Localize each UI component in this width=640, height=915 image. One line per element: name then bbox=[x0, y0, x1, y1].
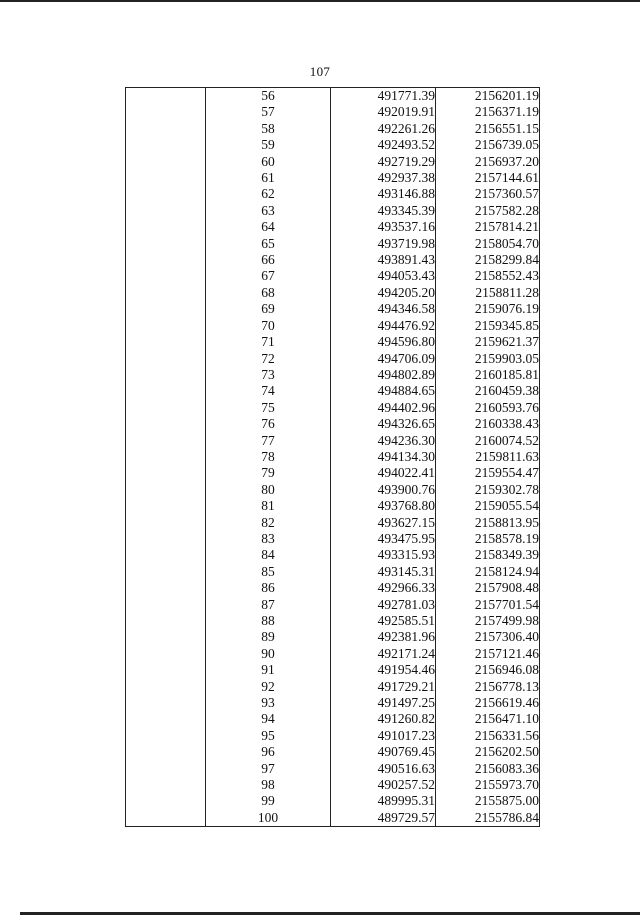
northing-cell: 2155973.70 bbox=[436, 777, 540, 793]
point-number-cell: 63 bbox=[206, 203, 331, 219]
northing-cell: 2157701.54 bbox=[436, 597, 540, 613]
blank-cell bbox=[126, 482, 206, 498]
easting-cell: 494205.20 bbox=[331, 285, 436, 301]
northing-cell: 2160185.81 bbox=[436, 367, 540, 383]
table-row bbox=[126, 761, 540, 777]
point-number-cell: 59 bbox=[206, 137, 331, 153]
northing-cell: 2157499.98 bbox=[436, 613, 540, 629]
table-row bbox=[126, 580, 540, 596]
point-number-cell: 62 bbox=[206, 186, 331, 202]
northing-cell: 2157360.57 bbox=[436, 186, 540, 202]
point-number-cell: 85 bbox=[206, 564, 331, 580]
blank-cell bbox=[126, 121, 206, 137]
point-number-cell: 60 bbox=[206, 154, 331, 170]
blank-cell bbox=[126, 236, 206, 252]
blank-cell bbox=[126, 186, 206, 202]
blank-cell bbox=[126, 400, 206, 416]
easting-cell: 494326.65 bbox=[331, 416, 436, 432]
northing-cell: 2156619.46 bbox=[436, 695, 540, 711]
easting-cell: 493891.43 bbox=[331, 252, 436, 268]
northing-cell: 2160593.76 bbox=[436, 400, 540, 416]
point-number-cell: 57 bbox=[206, 104, 331, 120]
coordinate-table-body bbox=[126, 88, 540, 827]
blank-cell bbox=[126, 777, 206, 793]
northing-cell: 2159903.05 bbox=[436, 351, 540, 367]
point-number-cell: 99 bbox=[206, 793, 331, 809]
blank-cell bbox=[126, 383, 206, 399]
northing-cell: 2158124.94 bbox=[436, 564, 540, 580]
northing-cell: 2156083.36 bbox=[436, 761, 540, 777]
table-row bbox=[126, 334, 540, 350]
easting-cell: 490257.52 bbox=[331, 777, 436, 793]
point-number-cell: 89 bbox=[206, 629, 331, 645]
easting-cell: 491260.82 bbox=[331, 711, 436, 727]
table-row bbox=[126, 104, 540, 120]
point-number-cell: 66 bbox=[206, 252, 331, 268]
blank-cell bbox=[126, 629, 206, 645]
northing-cell: 2158813.95 bbox=[436, 515, 540, 531]
table-row bbox=[126, 793, 540, 809]
blank-cell bbox=[126, 515, 206, 531]
table-row bbox=[126, 695, 540, 711]
point-number-cell: 67 bbox=[206, 268, 331, 284]
table-row bbox=[126, 482, 540, 498]
table-row bbox=[126, 252, 540, 268]
blank-cell bbox=[126, 170, 206, 186]
easting-cell: 492719.29 bbox=[331, 154, 436, 170]
table-row bbox=[126, 121, 540, 137]
point-number-cell: 80 bbox=[206, 482, 331, 498]
point-number-cell: 86 bbox=[206, 580, 331, 596]
northing-cell: 2156201.19 bbox=[436, 88, 540, 105]
blank-cell bbox=[126, 564, 206, 580]
blank-cell bbox=[126, 695, 206, 711]
table-row bbox=[126, 465, 540, 481]
table-row bbox=[126, 564, 540, 580]
northing-cell: 2159621.37 bbox=[436, 334, 540, 350]
easting-cell: 493768.80 bbox=[331, 498, 436, 514]
northing-cell: 2158552.43 bbox=[436, 268, 540, 284]
point-number-cell: 91 bbox=[206, 662, 331, 678]
northing-cell: 2157144.61 bbox=[436, 170, 540, 186]
blank-cell bbox=[126, 416, 206, 432]
point-number-cell: 98 bbox=[206, 777, 331, 793]
blank-cell bbox=[126, 318, 206, 334]
table-row bbox=[126, 629, 540, 645]
easting-cell: 493627.15 bbox=[331, 515, 436, 531]
easting-cell: 494022.41 bbox=[331, 465, 436, 481]
table-row bbox=[126, 728, 540, 744]
easting-cell: 491497.25 bbox=[331, 695, 436, 711]
northing-cell: 2159345.85 bbox=[436, 318, 540, 334]
blank-cell bbox=[126, 351, 206, 367]
northing-cell: 2157121.46 bbox=[436, 646, 540, 662]
northing-cell: 2158349.39 bbox=[436, 547, 540, 563]
point-number-cell: 76 bbox=[206, 416, 331, 432]
easting-cell: 494706.09 bbox=[331, 351, 436, 367]
northing-cell: 2160074.52 bbox=[436, 433, 540, 449]
blank-cell bbox=[126, 810, 206, 827]
point-number-cell: 56 bbox=[206, 88, 331, 105]
easting-cell: 492585.51 bbox=[331, 613, 436, 629]
point-number-cell: 82 bbox=[206, 515, 331, 531]
northing-cell: 2156778.13 bbox=[436, 679, 540, 695]
northing-cell: 2159076.19 bbox=[436, 301, 540, 317]
northing-cell: 2159302.78 bbox=[436, 482, 540, 498]
easting-cell: 494476.92 bbox=[331, 318, 436, 334]
point-number-cell: 77 bbox=[206, 433, 331, 449]
northing-cell: 2156371.19 bbox=[436, 104, 540, 120]
table-row bbox=[126, 646, 540, 662]
table-row bbox=[126, 88, 540, 105]
northing-cell: 2157306.40 bbox=[436, 629, 540, 645]
point-number-cell: 58 bbox=[206, 121, 331, 137]
table-row bbox=[126, 268, 540, 284]
easting-cell: 490769.45 bbox=[331, 744, 436, 760]
northing-cell: 2156551.15 bbox=[436, 121, 540, 137]
northing-cell: 2159811.63 bbox=[436, 449, 540, 465]
table-row bbox=[126, 613, 540, 629]
table-row bbox=[126, 449, 540, 465]
blank-cell bbox=[126, 285, 206, 301]
northing-cell: 2159055.54 bbox=[436, 498, 540, 514]
point-number-cell: 100 bbox=[206, 810, 331, 827]
blank-cell bbox=[126, 662, 206, 678]
table-row bbox=[126, 515, 540, 531]
blank-cell bbox=[126, 449, 206, 465]
blank-cell bbox=[126, 547, 206, 563]
northing-cell: 2155786.84 bbox=[436, 810, 540, 827]
point-number-cell: 83 bbox=[206, 531, 331, 547]
northing-cell: 2158578.19 bbox=[436, 531, 540, 547]
table-row bbox=[126, 367, 540, 383]
point-number-cell: 71 bbox=[206, 334, 331, 350]
table-row bbox=[126, 154, 540, 170]
table-row bbox=[126, 301, 540, 317]
table-row bbox=[126, 679, 540, 695]
table-row bbox=[126, 351, 540, 367]
easting-cell: 493345.39 bbox=[331, 203, 436, 219]
northing-cell: 2160459.38 bbox=[436, 383, 540, 399]
easting-cell: 489729.57 bbox=[331, 810, 436, 827]
blank-cell bbox=[126, 597, 206, 613]
northing-cell: 2157582.28 bbox=[436, 203, 540, 219]
northing-cell: 2156471.10 bbox=[436, 711, 540, 727]
blank-cell bbox=[126, 531, 206, 547]
northing-cell: 2158054.70 bbox=[436, 236, 540, 252]
table-row bbox=[126, 219, 540, 235]
point-number-cell: 68 bbox=[206, 285, 331, 301]
blank-cell bbox=[126, 744, 206, 760]
blank-cell bbox=[126, 580, 206, 596]
northing-cell: 2156946.08 bbox=[436, 662, 540, 678]
point-number-cell: 78 bbox=[206, 449, 331, 465]
scan-edge-top bbox=[0, 0, 640, 2]
blank-cell bbox=[126, 268, 206, 284]
easting-cell: 492966.33 bbox=[331, 580, 436, 596]
point-number-cell: 92 bbox=[206, 679, 331, 695]
easting-cell: 492171.24 bbox=[331, 646, 436, 662]
table-row bbox=[126, 203, 540, 219]
easting-cell: 494402.96 bbox=[331, 400, 436, 416]
table-row bbox=[126, 137, 540, 153]
northing-cell: 2156331.56 bbox=[436, 728, 540, 744]
easting-cell: 493719.98 bbox=[331, 236, 436, 252]
blank-cell bbox=[126, 728, 206, 744]
point-number-cell: 75 bbox=[206, 400, 331, 416]
point-number-cell: 87 bbox=[206, 597, 331, 613]
blank-cell bbox=[126, 301, 206, 317]
table-row bbox=[126, 744, 540, 760]
blank-cell bbox=[126, 104, 206, 120]
easting-cell: 494053.43 bbox=[331, 268, 436, 284]
point-number-cell: 93 bbox=[206, 695, 331, 711]
point-number-cell: 94 bbox=[206, 711, 331, 727]
easting-cell: 492019.91 bbox=[331, 104, 436, 120]
easting-cell: 493900.76 bbox=[331, 482, 436, 498]
table-row bbox=[126, 416, 540, 432]
point-number-cell: 70 bbox=[206, 318, 331, 334]
table-row bbox=[126, 547, 540, 563]
table-row bbox=[126, 531, 540, 547]
table-row bbox=[126, 285, 540, 301]
blank-cell bbox=[126, 137, 206, 153]
blank-cell bbox=[126, 613, 206, 629]
table-row bbox=[126, 498, 540, 514]
point-number-cell: 88 bbox=[206, 613, 331, 629]
easting-cell: 492781.03 bbox=[331, 597, 436, 613]
table-row bbox=[126, 597, 540, 613]
easting-cell: 489995.31 bbox=[331, 793, 436, 809]
easting-cell: 494884.65 bbox=[331, 383, 436, 399]
easting-cell: 494596.80 bbox=[331, 334, 436, 350]
table-row bbox=[126, 170, 540, 186]
easting-cell: 491954.46 bbox=[331, 662, 436, 678]
blank-cell bbox=[126, 252, 206, 268]
northing-cell: 2156202.50 bbox=[436, 744, 540, 760]
easting-cell: 493145.31 bbox=[331, 564, 436, 580]
easting-cell: 493146.88 bbox=[331, 186, 436, 202]
point-number-cell: 74 bbox=[206, 383, 331, 399]
point-number-cell: 72 bbox=[206, 351, 331, 367]
easting-cell: 494134.30 bbox=[331, 449, 436, 465]
blank-cell bbox=[126, 498, 206, 514]
table-row bbox=[126, 400, 540, 416]
easting-cell: 491017.23 bbox=[331, 728, 436, 744]
table-row bbox=[126, 711, 540, 727]
table-row bbox=[126, 383, 540, 399]
blank-cell bbox=[126, 203, 206, 219]
blank-cell bbox=[126, 465, 206, 481]
table-row bbox=[126, 662, 540, 678]
point-number-cell: 61 bbox=[206, 170, 331, 186]
blank-cell bbox=[126, 219, 206, 235]
northing-cell: 2156739.05 bbox=[436, 137, 540, 153]
easting-cell: 493475.95 bbox=[331, 531, 436, 547]
easting-cell: 493315.93 bbox=[331, 547, 436, 563]
point-number-cell: 79 bbox=[206, 465, 331, 481]
easting-cell: 492381.96 bbox=[331, 629, 436, 645]
point-number-cell: 84 bbox=[206, 547, 331, 563]
easting-cell: 494236.30 bbox=[331, 433, 436, 449]
northing-cell: 2157908.48 bbox=[436, 580, 540, 596]
point-number-cell: 90 bbox=[206, 646, 331, 662]
northing-cell: 2159554.47 bbox=[436, 465, 540, 481]
easting-cell: 491771.39 bbox=[331, 88, 436, 105]
table-row bbox=[126, 777, 540, 793]
point-number-cell: 69 bbox=[206, 301, 331, 317]
blank-cell bbox=[126, 761, 206, 777]
table-row bbox=[126, 186, 540, 202]
point-number-cell: 81 bbox=[206, 498, 331, 514]
easting-cell: 493537.16 bbox=[331, 219, 436, 235]
blank-cell bbox=[126, 711, 206, 727]
easting-cell: 494346.58 bbox=[331, 301, 436, 317]
northing-cell: 2155875.00 bbox=[436, 793, 540, 809]
table-row bbox=[126, 810, 540, 827]
blank-cell bbox=[126, 793, 206, 809]
blank-cell bbox=[126, 88, 206, 105]
blank-cell bbox=[126, 433, 206, 449]
page-number: 107 bbox=[309, 64, 331, 79]
point-number-cell: 64 bbox=[206, 219, 331, 235]
northing-cell: 2160338.43 bbox=[436, 416, 540, 432]
blank-cell bbox=[126, 679, 206, 695]
northing-cell: 2158811.28 bbox=[436, 285, 540, 301]
easting-cell: 492493.52 bbox=[331, 137, 436, 153]
point-number-cell: 73 bbox=[206, 367, 331, 383]
table-row bbox=[126, 433, 540, 449]
point-number-cell: 65 bbox=[206, 236, 331, 252]
easting-cell: 490516.63 bbox=[331, 761, 436, 777]
table-row bbox=[126, 318, 540, 334]
blank-cell bbox=[126, 367, 206, 383]
blank-cell bbox=[126, 154, 206, 170]
blank-cell bbox=[126, 334, 206, 350]
easting-cell: 491729.21 bbox=[331, 679, 436, 695]
northing-cell: 2157814.21 bbox=[436, 219, 540, 235]
point-number-cell: 97 bbox=[206, 761, 331, 777]
northing-cell: 2156937.20 bbox=[436, 154, 540, 170]
northing-cell: 2158299.84 bbox=[436, 252, 540, 268]
easting-cell: 492261.26 bbox=[331, 121, 436, 137]
blank-cell bbox=[126, 646, 206, 662]
point-number-cell: 96 bbox=[206, 744, 331, 760]
easting-cell: 494802.89 bbox=[331, 367, 436, 383]
point-number-cell: 95 bbox=[206, 728, 331, 744]
coordinate-table bbox=[125, 87, 540, 827]
table-row bbox=[126, 236, 540, 252]
easting-cell: 492937.38 bbox=[331, 170, 436, 186]
